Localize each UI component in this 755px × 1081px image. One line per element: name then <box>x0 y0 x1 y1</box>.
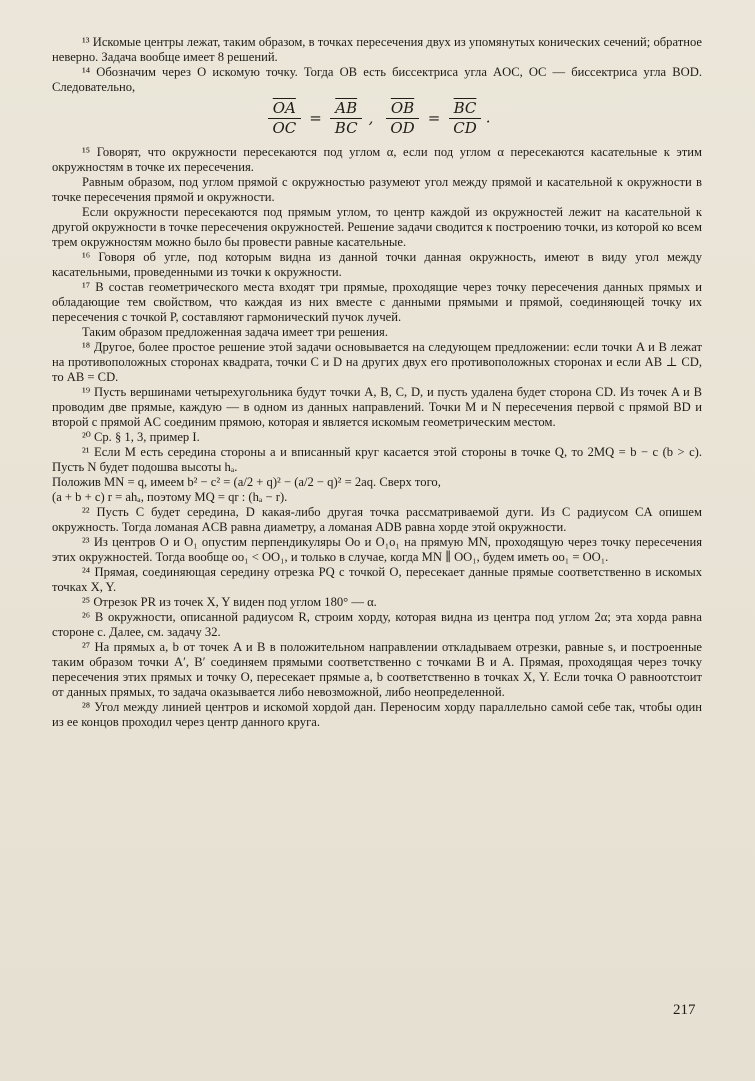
note-16: ¹⁶ Говоря об угле, под которым видна из данной точки данная окружность, имеют в виду угол между касательными, проведенными из точки к окружности. <box>52 250 702 279</box>
fraction-denominator: BC <box>334 119 358 137</box>
note-15-cont-2: Если окружности пересекаются под прямым углом, то центр каждой из окружностей лежит на касательной к другой окружности в точке пересечения окружностей. Решение задачи сводится к построению точки, из которой ко всем трем окружностям можно было бы провести равные касательные. <box>52 205 702 249</box>
note-20: ²⁰ Ср. § 1, 3, пример I. <box>82 430 200 444</box>
equals-sign: = <box>427 108 441 127</box>
note-18: ¹⁸ Другое, более простое решение этой задачи основывается на следующем предложении: если точки A и B лежат на противоположных сторонах квадрата, точки C и D на других двух его противоположных сторонах и если AB ⊥ CD, то AB = CD. <box>52 340 702 384</box>
note-19: ¹⁹ Пусть вершинами четырехугольника будут точки A, B, C, D, и пусть удалена будет сторона CD. Из точек A и B проводим две прямые, каждую — в одном из данных направлений. Точки M и N пересечения первой с прямой BD и второй с прямой AC соединим прямою, которая и является искомым геометрическим местом. <box>52 385 702 429</box>
note-15: ¹⁵ Говорят, что окружности пересекаются под углом α, если под углом α пересекаются касательные к этим окружностям в точке их пересечения. <box>52 145 702 174</box>
formula-comma: , <box>368 108 374 127</box>
page-text <box>52 35 702 730</box>
note-21: ²¹ Если M есть середина стороны a и вписанный круг касается этой стороны в точке Q, то 2MQ = b − c (b > c). Пусть N будет подошва высоты hₐ. <box>52 445 702 474</box>
fraction-denominator: OC <box>272 119 297 137</box>
note-14: ¹⁴ Обозначим через O искомую точку. Тогда OB есть биссектриса угла AOC, OC — биссектриса угла BOD. Следовательно, <box>52 65 702 94</box>
note-25: ²⁵ Отрезок PR из точек X, Y виден под углом 180° — α. <box>82 595 377 609</box>
fraction-ab-bc <box>330 101 363 136</box>
note-15-cont-1: Равным образом, под углом прямой с окружностью разумеют угол между прямой и касательной к окружности в точке пересечения прямой и окружности. <box>52 175 702 204</box>
note-21-cont: (a + b + c) r = ahₐ, поэтому MQ = qr : (hₐ − r). <box>52 490 288 504</box>
proportion-formula <box>52 101 702 136</box>
fraction-bc-cd <box>448 101 482 136</box>
note-27: ²⁷ На прямых a, b от точек A и B в положительном направлении откладываем отрезки, равные s, и построенные таким образом точки A′, B′ соединяем прямыми соответственно с точками B и A. Прямая, проходящая через точку пересечения этих прямых и точку O, пересекает прямые a, b соответственно в точках X, Y. Если точка O равноотстоит от данных прямых, то задача оказывается либо невозможной, либо неопределенной. <box>52 640 702 699</box>
note-17-cont: Таким образом предложенная задача имеет три решения. <box>82 325 388 339</box>
note-24: ²⁴ Прямая, соединяющая середину отрезка PQ с точкой O, пересекает данные прямые соответственно в искомых точках X, Y. <box>52 565 702 594</box>
page-number: 217 <box>673 1002 696 1018</box>
fraction-oa-oc <box>267 101 301 136</box>
fraction-denominator: OD <box>390 119 415 137</box>
fraction-numerator: $\overline{OB}$ <box>386 101 419 119</box>
fraction-numerator: $\overline{AB}$ <box>330 101 362 119</box>
fraction-denominator: CD <box>453 119 477 137</box>
note-26: ²⁶ В окружности, описанной радиусом R, строим хорду, которая видна из центра под углом 2α; эта хорда равна стороне c. Далее, см. задачу 32. <box>52 610 702 639</box>
note-28: ²⁸ Угол между линией центров и искомой хордой дан. Переносим хорду параллельно самой себе так, чтобы один из ее концов проходил через центр данного круга. <box>52 700 702 729</box>
fraction-numerator: $\overline{OA}$ <box>268 101 301 119</box>
note-23: ²³ Из центров O и O₁ опустим перпендикуляры Oo и O₁o₁ на прямую MN, проходящую через точку пересечения этих окружностей. Тогда вообще oo₁ < OO₁, и только в случае, когда MN ∥ OO₁, будем иметь oo₁ = OO₁. <box>52 535 702 564</box>
formula-period: . <box>485 108 491 127</box>
equals-sign: = <box>309 108 322 127</box>
note-13: ¹³ Искомые центры лежат, таким образом, в точках пересечения двух из упомянутых конических сечений; обратное неверно. Задача вообще имеет 8 решений. <box>52 35 702 64</box>
fraction-ob-od <box>385 101 419 136</box>
note-22: ²² Пусть C будет середина, D какая-либо другая точка рассматриваемой дуги. Из C радиусом CA опишем окружность. Тогда ломаная ACB равна диаметру, а ломаная ADB равна хорде этой окружности. <box>52 505 702 534</box>
note-17: ¹⁷ В состав геометрического места входят три прямые, проходящие через точку пересечения данных прямых и обладающие тем свойством, что каждая из них вместе с данными прямыми и прямой, соединяющей точку их пересечения с точкой P, составляют гармонический пучок лучей. <box>52 280 702 324</box>
note-21-formula-line: Положив MN = q, имеем b² − c² = (a/2 + q)² − (a/2 − q)² = 2aq. Сверх того, <box>52 475 441 489</box>
fraction-numerator: $\overline{BC}$ <box>449 101 482 119</box>
